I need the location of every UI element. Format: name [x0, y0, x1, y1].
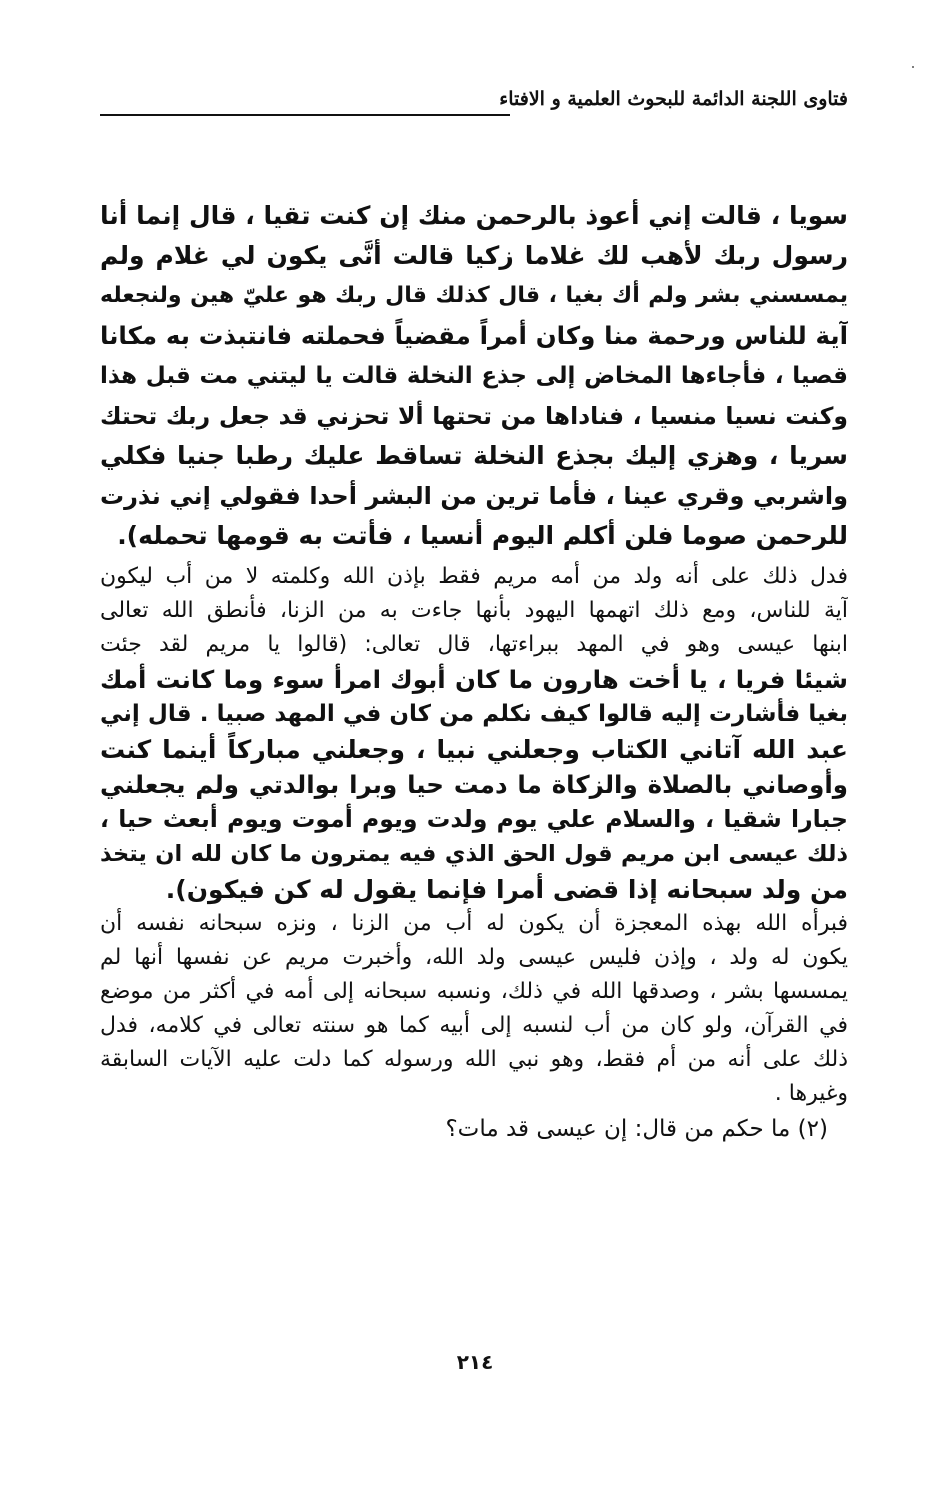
- page-number: ٢١٤: [456, 1350, 494, 1374]
- text-line: وغيرها .: [774, 1081, 848, 1106]
- text-line: رسول ربك لأهب لك غلاما زكيا قالت أنَّى يكون لي غلام ولم: [100, 241, 848, 270]
- text-line: من ولد سبحانه إذا قضى أمرا فإنما يقول له كن فيكون).: [165, 875, 848, 904]
- text-line: شيئا فريا ، يا أخت هارون ما كان أبوك امرأ سوء وما كانت أمك: [100, 665, 848, 694]
- header-rule: [100, 114, 510, 116]
- text-line: سريا ، وهزي إليك بجذع النخلة تساقط عليك رطبا جنيا فكلي: [100, 441, 848, 470]
- text-line: فبرأه الله بهذه المعجزة أن يكون له أب من الزنا ، ونزه سبحانه نفسه أن: [100, 911, 848, 936]
- text-line: قصيا ، فأجاءها المخاض إلى جذع النخلة قالت يا ليتني مت قبل هذا: [100, 363, 848, 389]
- text-line: آية للناس، ومع ذلك اتهمها اليهود بأنها جاءت به من الزنا، فأنطق الله تعالى: [100, 598, 848, 623]
- text-line: يمسسني بشر ولم أك بغيا ، قال كذلك قال ربك هو عليّ هين ولنجعله: [100, 283, 848, 308]
- text-line: آية للناس ورحمة منا وكان أمراً مقضياً فحملته فانتبذت به مكانا: [100, 321, 848, 350]
- quran-passage-1: [100, 196, 848, 556]
- quran-passage-2: [100, 662, 848, 907]
- text-line: ابنها عيسى وهو في المهد ببراءتها، قال تعالى: (قالوا يا مريم لقد جئت: [100, 632, 848, 657]
- text-line: عبد الله آتاني الكتاب وجعلني نبيا ، وجعلني مباركاً أينما كنت: [100, 735, 848, 764]
- header-title: فتاوى اللجنة الدائمة للبحوث العلمية و الافتاء: [499, 88, 848, 110]
- commentary-paragraph-1: [100, 560, 848, 662]
- text-line: فدل ذلك على أنه ولد من أمه مريم فقط بإذن الله وكلمته لا من أب ليكون: [100, 564, 848, 589]
- text-line: واشربي وقري عينا ، فأما ترين من البشر أحدا فقولي إني نذرت: [100, 482, 848, 510]
- text-line: في القرآن، ولو كان من أب لنسبه إلى أبيه كما هو سنته تعالى في كلامه، فدل: [100, 1013, 848, 1038]
- text-line: يكون له ولد ، وإذن فليس عيسى ولد الله، وأخبرت مريم عن نفسها أنها لم: [100, 945, 848, 970]
- body-text: [100, 196, 848, 1147]
- scan-speck: [912, 66, 914, 68]
- text-line: للرحمن صوما فلن أكلم اليوم أنسيا ، فأتت به قومها تحمله).: [117, 521, 848, 550]
- running-header: [100, 88, 848, 124]
- text-line: بغيا فأشارت إليه قالوا كيف نكلم من كان في المهد صبيا . قال إني: [100, 701, 848, 727]
- text-line: ذلك على أنه من أم فقط، وهو نبي الله ورسوله كما دلت عليه الآيات السابقة: [100, 1047, 848, 1072]
- text-line: وأوصاني بالصلاة والزكاة ما دمت حيا وبرا بوالدتي ولم يجعلني: [100, 770, 848, 799]
- text-line: سويا ، قالت إني أعوذ بالرحمن منك إن كنت تقيا ، قال إنما أنا: [100, 201, 848, 230]
- text-line: يمسسها بشر ، وصدقها الله في ذلك، ونسبه سبحانه إلى أمه في أكثر من موضع: [100, 979, 848, 1004]
- commentary-paragraph-2: [100, 907, 848, 1111]
- text-line: ذلك عيسى ابن مريم قول الحق الذي فيه يمترون ما كان لله ان يتخذ: [100, 841, 848, 867]
- text-line: جبارا شقيا ، والسلام علي يوم ولدت ويوم أموت ويوم أبعث حيا ،: [100, 805, 848, 833]
- text-line: وكنت نسيا منسيا ، فناداها من تحتها ألا تحزني قد جعل ربك تحتك: [100, 402, 848, 430]
- question-heading: (٢) ما حكم من قال: إن عيسى قد مات؟: [445, 1116, 828, 1142]
